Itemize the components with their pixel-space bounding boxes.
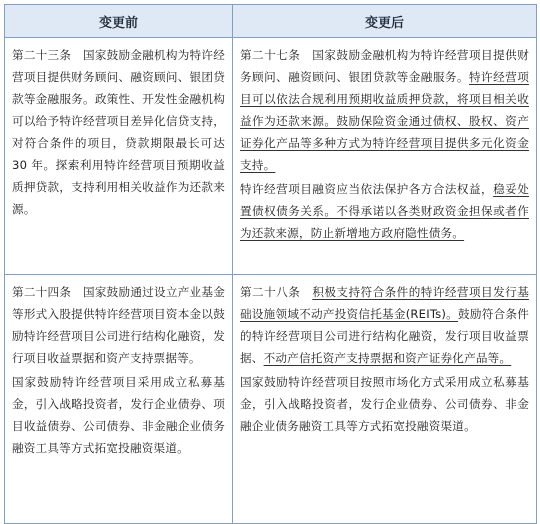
paragraph [240, 178, 529, 244]
paragraph [240, 281, 529, 369]
header-before: 变更前 [5, 5, 233, 38]
paragraph-underlined-text: 积极支持符合条件的特许经营项目发行基础设施领域不动产投资信托基金(REITs)。 [240, 285, 529, 321]
paragraph: 第二十四条 国家鼓励通过设立产业基金等形式入股提供特许经营项目资本金以鼓励特许经营项目公司进行结构化融资，发行项目收益票据和资产支持票据等。 [12, 285, 225, 365]
header-row [5, 5, 537, 38]
cell-before-article-23 [5, 38, 233, 275]
cell-after-article-27 [233, 38, 537, 275]
paragraph-underlined-text: 稳妥处置债权债务关系。不得承诺以各类财政资金担保或者作为还款来源，防止新增地方政府隐性债务。 [240, 182, 529, 240]
table-row [5, 275, 537, 524]
table-row [5, 38, 537, 275]
paragraph-underlined-text: 特许经营项目可以依法合规利用预期收益质押贷款，将项目相关收益作为还款来源。鼓励保险资金通过债权、股权、资产证券化产品等多种方式为特许经营项目提供多元化资金支持。 [240, 70, 529, 172]
cell-before-article-24 [5, 275, 233, 524]
paragraph: 国家鼓励特许经营项目按照市场化方式采用成立私募基金，引入战略投资者，发行企业债券、公司债券、非金融企业债务融资工具等方式拓宽投融资渠道。 [240, 375, 529, 433]
paragraph-plain-text: 特许经营项目融资应当依法保护各方合法权益， [240, 182, 494, 196]
paragraph: 第二十三条 国家鼓励金融机构为特许经营项目提供财务顾问、融资顾问、银团贷款等金融服务。政策性、开发性金融机构可以给予特许经营项目差异化信贷支持，对符合条件的项目，贷款期限最长可达 30 年。探索利用特许经营项目预期收益质押贷款，支持利用相关收益作为还款来源。 [12, 48, 225, 216]
paragraph-plain-text: 第二十八条 [240, 285, 313, 299]
paragraph-underlined-text: 不动产信托资产支持票据和资产证券化产品等。 [263, 351, 512, 365]
header-after: 变更后 [233, 5, 537, 38]
comparison-table [4, 4, 537, 524]
paragraph-plain-text: 第二十七条 国家鼓励金融机构为特许经营项目提供财务顾问、融资顾问、银团贷款等金融服务。 [240, 48, 529, 84]
paragraph-plain-text: 鼓励符合条件的特许经营项目公司进行结构化融资，发行项目收益票据、 [240, 307, 530, 365]
cell-after-article-28 [233, 275, 537, 524]
comparison-table-frame [4, 4, 536, 516]
paragraph [240, 44, 529, 176]
paragraph: 国家鼓励特许经营项目采用成立私募基金，引入战略投资者，发行企业债券、项目收益债券、公司债券、非金融企业债务融资工具等方式拓宽投融资渠道。 [12, 375, 225, 455]
